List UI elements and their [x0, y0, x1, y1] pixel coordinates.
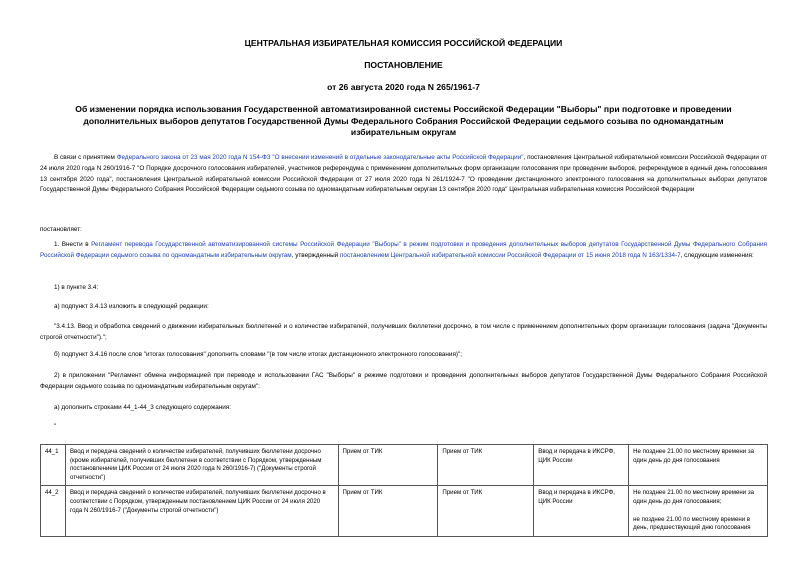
- deadline-text: Не позднее 21.00 по местному времени за один день до дня голосования;: [633, 489, 755, 505]
- sub-item-a-text: а) подпункт 3.4.13 изложить в следующей редакции:: [54, 303, 209, 310]
- row-col4: Прием от ТИК: [438, 445, 534, 486]
- deadline-text-2: не позднее 21.00 по местному времени в день, предшествующий дню голосования: [633, 515, 751, 532]
- row-number: 44_1: [41, 445, 66, 486]
- row-description: Ввод и передача сведений о количестве избирателей, получивших бюллетени досрочно в соответствии с Порядком, утвержденным постановлением ЦИК России от 24 июля 2020 года N 260/1916-7 ("Документы строгой отчетности"): [65, 486, 338, 536]
- preamble-paragraph: [40, 153, 767, 196]
- sub-item-2-text: 2) в приложении "Регламент обмена информацией при переводе и использовании ГАС "Выборы" в режиме подготовки и проведения дополнительных выборов депутатов Государственной Думы Федерального Собрания Российской Федерации седьмого созыва по одномандатным избирательным округам":: [40, 372, 767, 390]
- preamble-text-2: , постановления Центральной избирательной комиссии Российской Федерации от 24 июля 2020 года N 260/1916-7 "О Порядке досрочного голосования избирателей, участников референдума с применением дополнительных форм организации голосования при проведении выборов, референдумов в единый день голосования 13 сентября 2020 года", постановления Центральной избирательной комиссии Российской Федерации от 27 июля 2020 года N 261/1924-7 "О проведении дистанционного электронного голосования на дополнительных выборах депутатов Государственной Думы Федерального Собрания Российской Федерации седьмого созыва по одномандатным избирательным округам 13 сентября 2020 года" Центральная избирательная комиссия Российской Федерации: [40, 154, 767, 194]
- sub-item-2a-text: а) дополнить строками 44_1-44_3 следующего содержания:: [54, 404, 231, 411]
- quoted-3-4-13-text: "3.4.13. Ввод и обработка сведений о движении избирательных бюллетеней и о количестве избирателей, получивших бюллетени досрочно, в том числе с применением дополнительных форм организации голосования (задача "Документы строгой отчетности").";: [40, 323, 767, 341]
- row-col5: Ввод и передача в ИКСРФ, ЦИК России: [534, 445, 629, 486]
- item-1-text-1: 1. Внести в: [54, 241, 92, 248]
- opening-quote-mark: ": [54, 423, 57, 430]
- item-1-text-3: , следующие изменения:: [680, 251, 754, 259]
- sub-item-b: [40, 350, 767, 361]
- regulation-link[interactable]: Регламент перевода Государственной автоматизированной системы Российской Федерации "Выборы" в режим подготовки и проведения дополнительных выборов депутатов Государственной Думы Федерального Собрания Российской Федерации седьмого созыва по одномандатным избирательным округам: [40, 241, 767, 259]
- row-deadline: [629, 445, 768, 486]
- document-title: Об изменении порядка использования Государственной автоматизированной системы Российской Федерации "Выборы" при подготовке и проведении дополнительных выборов депутатов Государственной Думы Федерального Собрания Российской Федерации седьмого созыва по одномандатным избирательным округам: [75, 104, 732, 137]
- row-col3: Прием от ТИК: [338, 486, 438, 536]
- row-deadline: [629, 486, 768, 536]
- sub-item-2: [40, 371, 767, 393]
- issuing-authority: ЦЕНТРАЛЬНАЯ ИЗБИРАТЕЛЬНАЯ КОМИССИЯ РОССИЙСКОЙ ФЕДЕРАЦИИ: [244, 38, 563, 48]
- document-type: ПОСТАНОВЛЕНИЕ: [364, 60, 443, 70]
- row-col3: Прием от ТИК: [338, 445, 438, 486]
- sub-item-1-text: 1) в пункте 3.4:: [54, 284, 99, 291]
- quoted-3-4-13: [40, 322, 767, 344]
- row-col5: Ввод и передача в ИКСРФ, ЦИК России: [534, 486, 629, 536]
- document-date-number: от 26 августа 2020 года N 265/1961-7: [327, 82, 480, 92]
- table-row: [41, 445, 768, 486]
- item-1-paragraph: [40, 240, 767, 262]
- sub-item-b-text: б) подпункт 3.4.16 после слов "итогах голосования" дополнить словами "(в том числе итогах дистанционного электронного голосования)";: [54, 351, 463, 358]
- sub-item-1: [40, 283, 767, 294]
- table-row: [41, 486, 768, 536]
- row-col4: Прием от ТИК: [438, 486, 534, 536]
- opening-quote: [40, 422, 767, 433]
- preamble-text-1: В связи с принятием: [54, 154, 117, 161]
- deadline-text: Не позднее 21.00 по местному времени за один день до дня голосования: [633, 448, 755, 464]
- row-description: Ввод и передача сведений о количестве избирателей, получивших бюллетени досрочно (кроме избирателей, получивших бюллетени в соответствии с Порядком, утвержденным постановлением ЦИК России от 24 июля 2020 года N 260/1916-7) ("Документы строгой отчетности"): [65, 445, 338, 486]
- federal-law-link[interactable]: Федерального закона от 23 мая 2020 года N 154-ФЗ "О внесении изменений в отдельные законодательные акты Российской Федерации": [116, 154, 524, 161]
- resolution-link[interactable]: постановлением Центральной избирательной комиссии Российской Федерации от 15 июня 2018 года N 163/1334-7: [339, 251, 681, 259]
- item-1-text-2: , утвержденный: [291, 251, 340, 259]
- sub-item-a: [40, 302, 767, 313]
- exchange-table: [40, 444, 768, 537]
- row-number: 44_2: [41, 486, 66, 536]
- decides-text: постановляет:: [40, 226, 82, 233]
- sub-item-2a: [40, 403, 767, 414]
